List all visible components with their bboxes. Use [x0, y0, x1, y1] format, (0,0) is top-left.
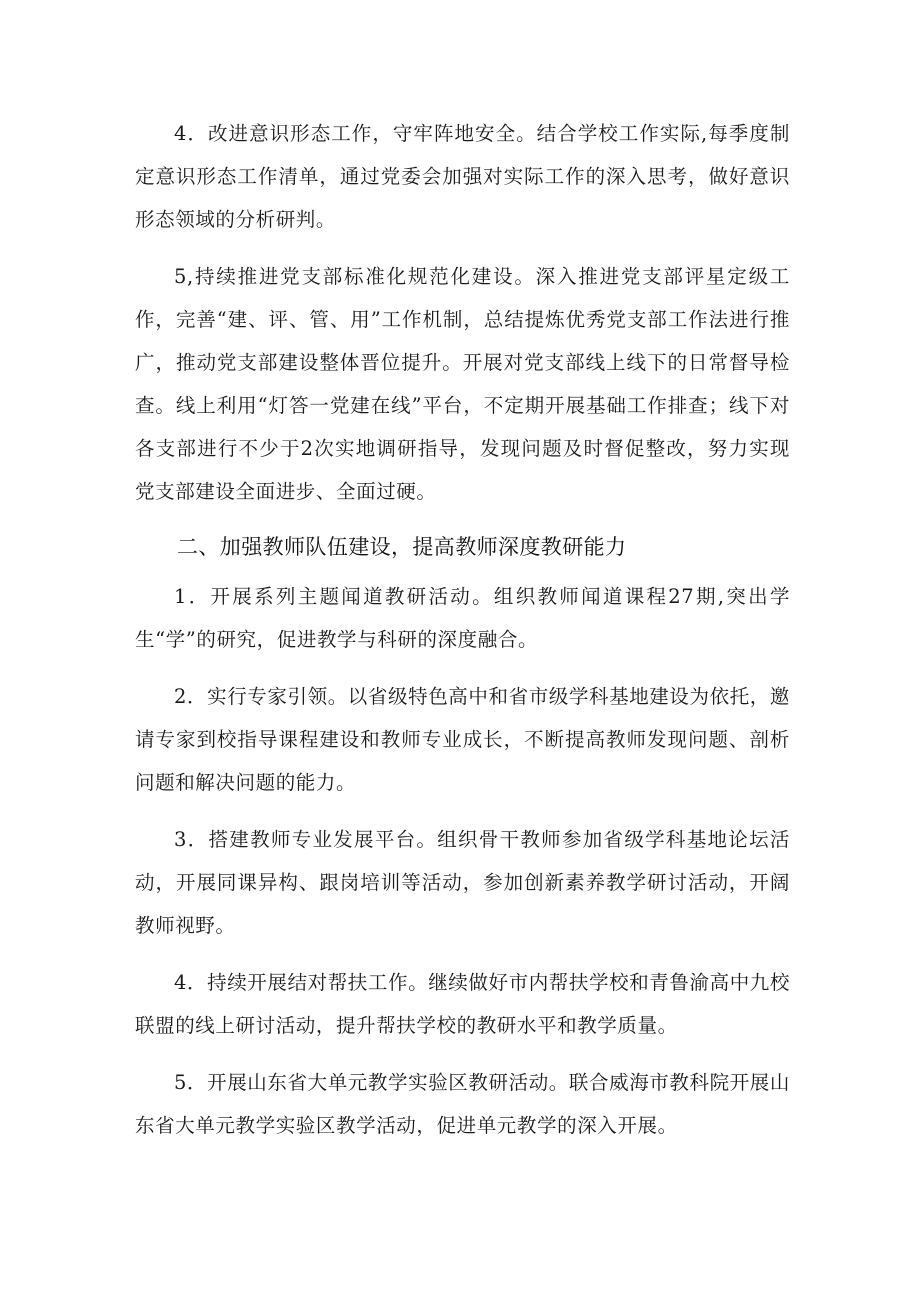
paragraph-party-branch-standardization: 5,持续推进党支部标准化规范化建设。深入推进党支部评星定级工作，完善“建、评、管、用”工作机制，总结提炼优秀党支部工作法进行推广，推动党支部建设整体晋位提升。开展对党支部线上线下的日常督导检查。线上利用“灯答一党建在线”平台，不定期开展基础工作排查；线下对各支部进行不少于2次实地调研指导，发现问题及时督促整改，努力实现党支部建设全面进步、全面过硬。 — [135, 265, 790, 503]
paragraph-expert-guidance: 2．实行专家引领。以省级特色高中和省市级学科基地建设为依托，邀请专家到校指导课程建设和教师专业成长，不断提高教师发现问题、剖析问题和解决问题的能力。 — [135, 685, 791, 794]
paragraph-unit-teaching: 5．开展山东省大单元教学实验区教研活动。联合威海市教科院开展山东省大单元教学实验区教学活动，促进单元教学的深入开展。 — [135, 1071, 791, 1137]
document-body — [135, 112, 790, 1161]
paragraph-development-platform: 3．搭建教师专业发展平台。组织骨干教师参加省级学科基地论坛活动，开展同课异构、跟岗培训等活动，参加创新素养教学研讨活动，开阔教师视野。 — [135, 828, 790, 937]
paragraph-paired-assistance: 4．持续开展结对帮扶工作。继续做好市内帮扶学校和青鲁渝高中九校联盟的线上研讨活动，提升帮扶学校的教研水平和教学质量。 — [135, 971, 791, 1037]
section-heading-teacher-team: 二、加强教师队伍建设，提高教师深度教研能力 — [177, 535, 627, 559]
paragraph-wendao-research: 1．开展系列主题闻道教研活动。组织教师闻道课程27期,突出学生“学”的研究，促进教学与科研的深度融合。 — [135, 585, 790, 651]
paragraph-ideology-work: 4．改进意识形态工作，守牢阵地安全。结合学校工作实际,每季度制定意识形态工作清单，通过党委会加强对实际工作的深入思考，做好意识形态领域的分析研判。 — [135, 122, 790, 231]
